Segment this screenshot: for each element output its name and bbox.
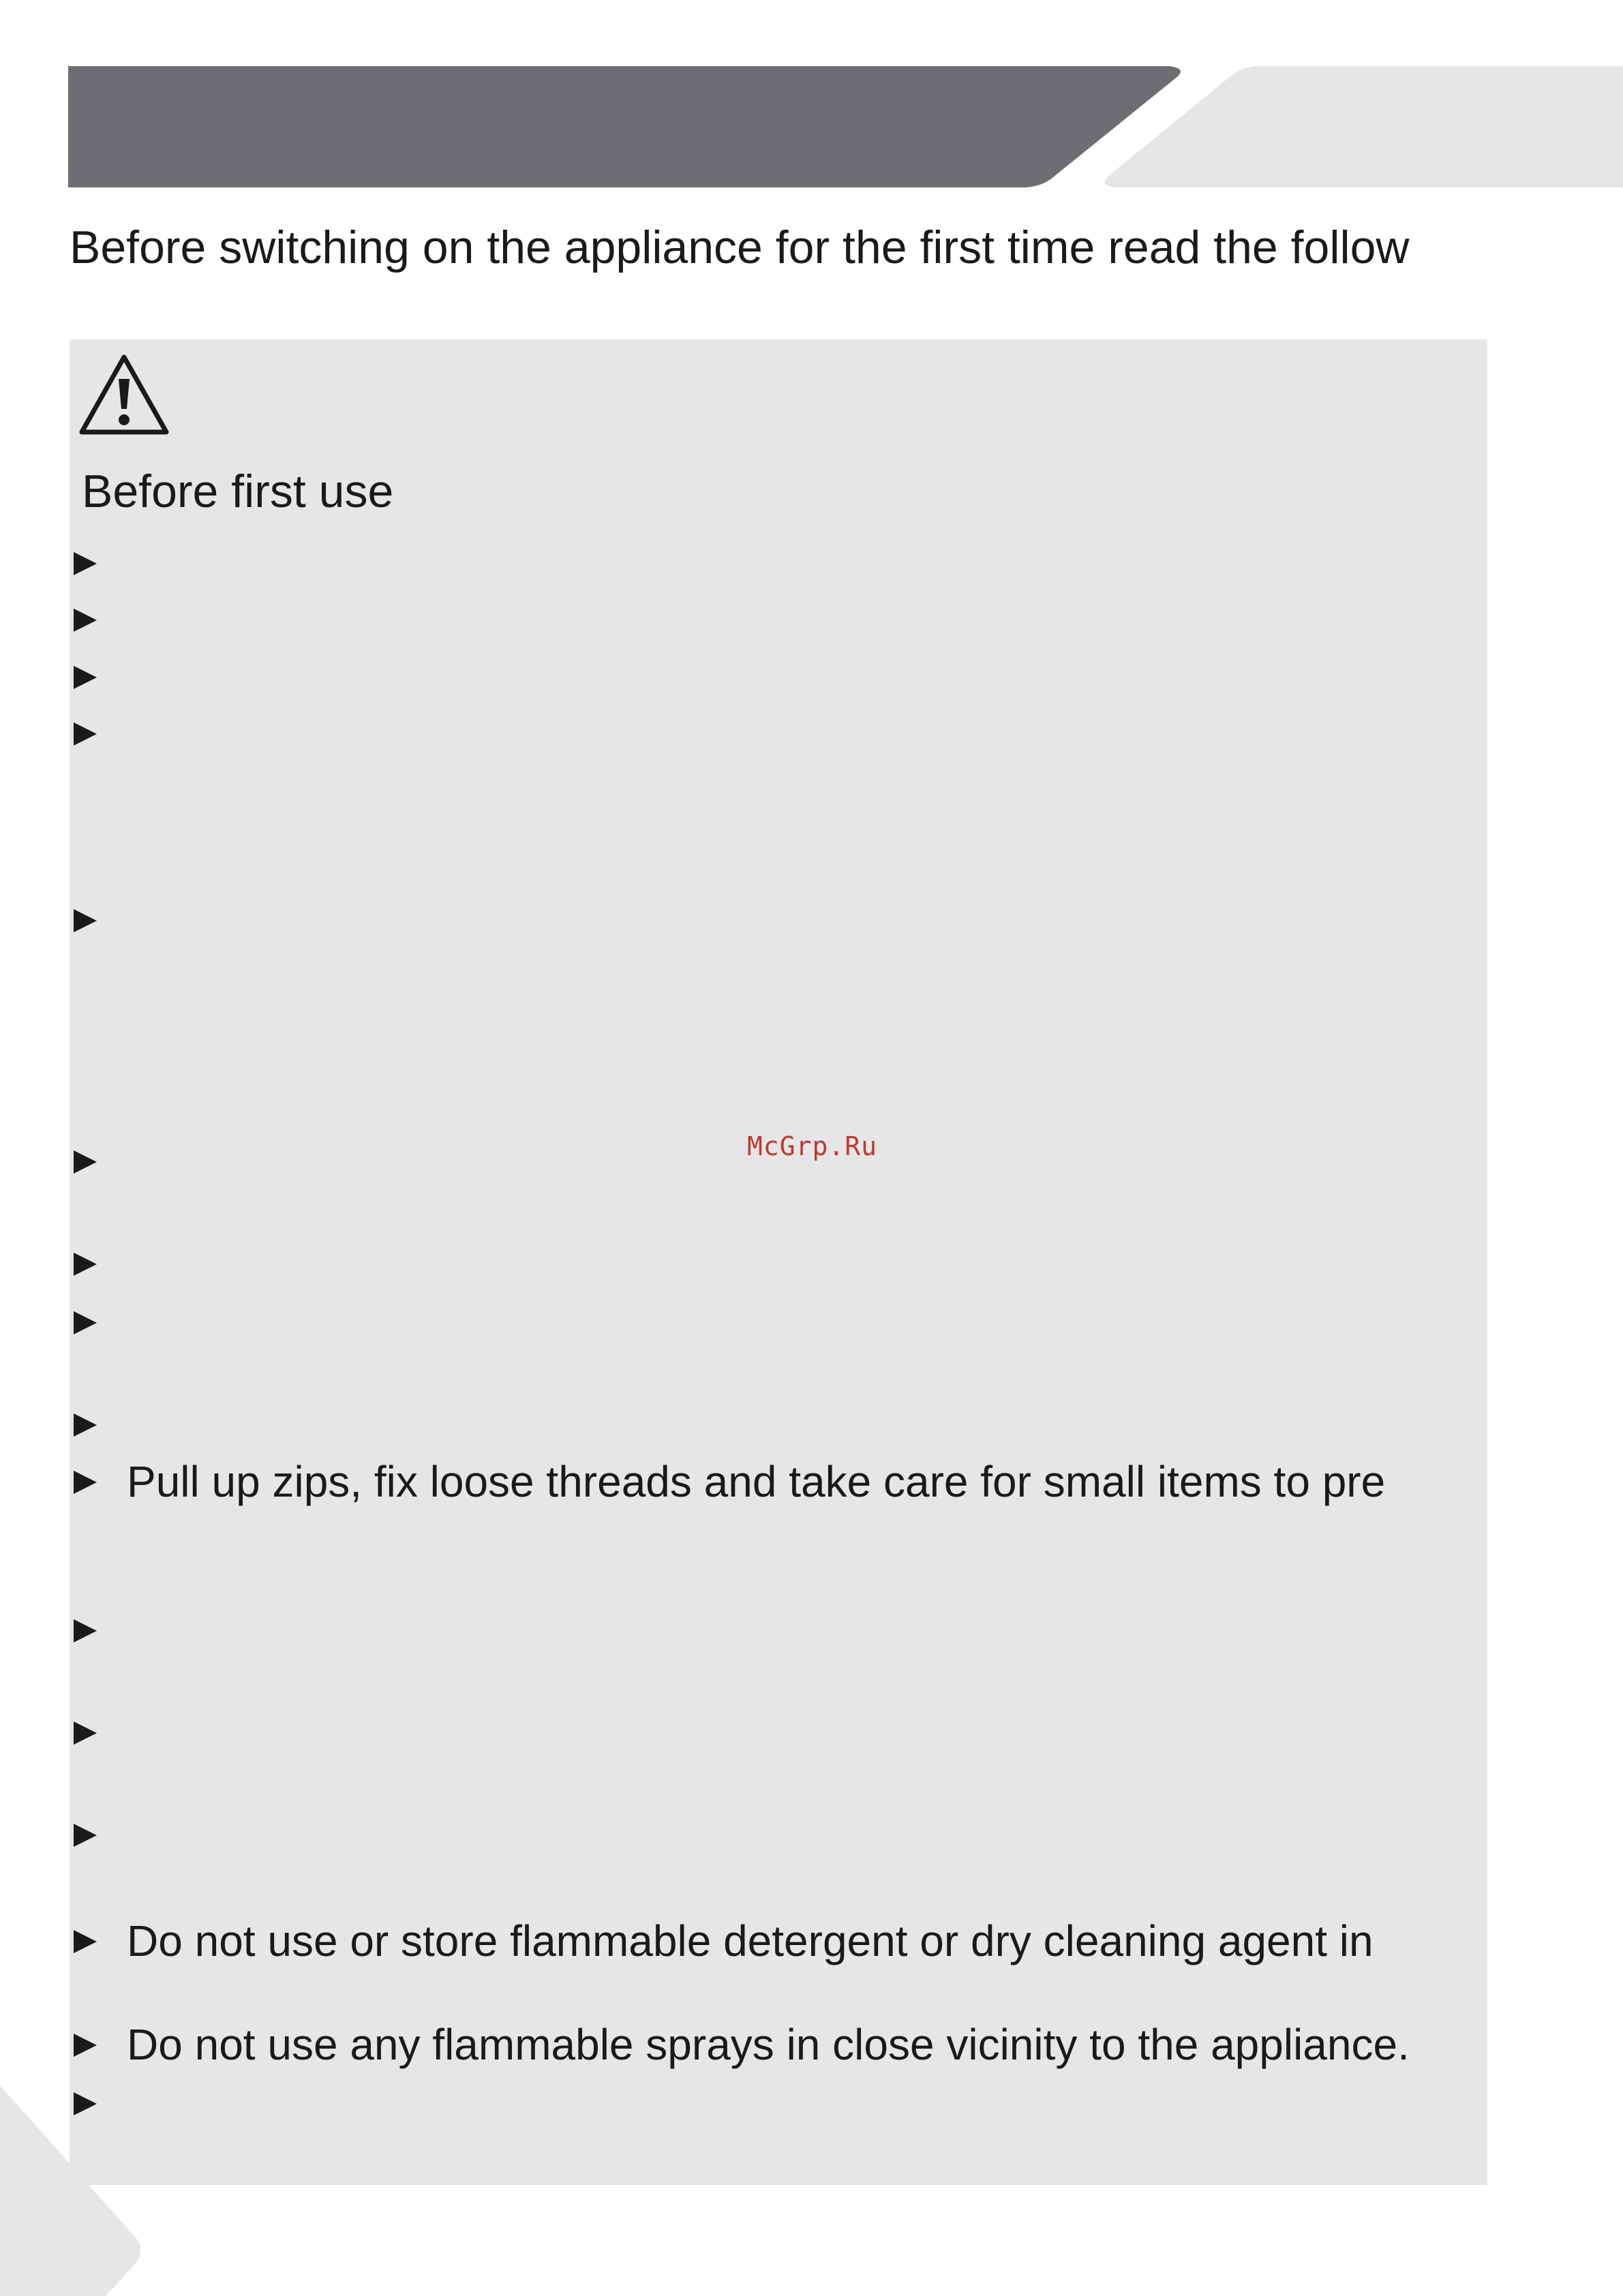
bullet-arrow-icon: [74, 609, 97, 632]
intro-text: Before switching on the appliance for the first time read the follow: [70, 221, 1410, 273]
bullet-arrow-icon: [74, 722, 97, 746]
list-item: [70, 649, 1487, 704]
header-light-tab: [1104, 66, 1623, 187]
list-item: [70, 2017, 1487, 2072]
bullet-arrow-icon: [74, 552, 97, 575]
bullet-arrow-icon: [74, 1930, 97, 1953]
list-item: [70, 1397, 1487, 1452]
list-item: [70, 536, 1487, 590]
list-item-text: Do not use any flammable sprays in close vicinity to the appliance.: [127, 2020, 1410, 2069]
bullet-arrow-icon: [74, 2034, 97, 2057]
list-item: [70, 706, 1487, 761]
list-item-text: Pull up zips, fix loose threads and take care for small items to pre: [127, 1457, 1386, 1506]
section-title: Before first use: [82, 465, 394, 517]
list-item: [70, 1705, 1487, 1760]
warning-triangle-icon: [76, 352, 172, 439]
list-item: [70, 592, 1487, 647]
header-banner: [0, 0, 1623, 204]
list-item: [70, 1807, 1487, 1862]
list-item: [70, 1914, 1487, 1968]
bullet-arrow-icon: [74, 1824, 97, 1847]
list-item: [70, 1454, 1487, 1509]
bullet-arrow-icon: [74, 1150, 97, 1174]
corner-decoration: [0, 2085, 177, 2296]
bullet-arrow-icon: [74, 1253, 97, 1276]
list-item: [70, 1295, 1487, 1349]
safety-panel: [70, 339, 1487, 2185]
bullet-arrow-icon: [74, 1413, 97, 1437]
bullet-arrow-icon: [74, 1619, 97, 1642]
bullet-arrow-icon: [74, 1721, 97, 1745]
list-item: [70, 1236, 1487, 1291]
list-item: [70, 2076, 1487, 2130]
bullet-arrow-icon: [74, 666, 97, 689]
list-item: [70, 893, 1487, 947]
bullet-arrow-icon: [74, 909, 97, 932]
bullet-arrow-icon: [74, 1311, 97, 1334]
header-dark-bar: [68, 66, 1181, 187]
bullet-arrow-icon: [74, 1471, 97, 1494]
list-item-text: Do not use or store flammable detergent or dry cleaning agent in: [127, 1916, 1374, 1965]
list-item: [70, 1603, 1487, 1657]
watermark: McGrp.Ru: [747, 1131, 878, 1161]
